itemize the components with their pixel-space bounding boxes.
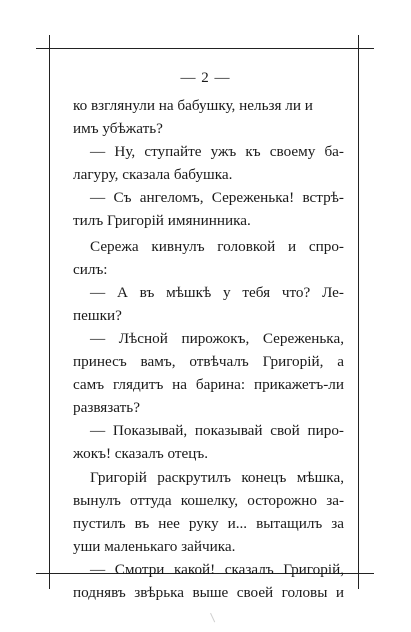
text-line: Сережа кивнулъ головкой и спро-: [90, 237, 344, 255]
text-line: тилъ Григорій имянинника.: [73, 212, 251, 230]
text-line: уши маленькаго зайчика.: [73, 537, 236, 555]
text-line: ко взглянули на бабушку, нельзя ли и: [73, 97, 313, 114]
corner-tick-bottom-left-v: [49, 573, 50, 589]
text-line: Григорій раскрутилъ конецъ мѣшка,: [90, 468, 344, 486]
text-line: силъ:: [73, 260, 108, 278]
text-line: развязать?: [73, 399, 140, 417]
text-line: принесъ вамъ, отвѣчалъ Григорій, а: [73, 353, 344, 371]
page-number: — 2 —: [180, 70, 231, 86]
body-text: [73, 94, 344, 604]
text-line: — Ну, ступайте ужъ къ своему ба-: [90, 143, 344, 161]
text-line: — Показывай, показывай свой пиро-: [90, 422, 344, 440]
text-line: — Съ ангеломъ, Сереженька! встрѣ-: [90, 189, 344, 207]
text-line: пешки?: [73, 306, 122, 324]
scan-speck: [210, 612, 218, 623]
text-line: вынулъ оттуда кошелку, осторожно за-: [73, 491, 344, 509]
corner-tick-top-left-v: [49, 35, 50, 51]
text-line: самъ глядитъ на барина: прикажетъ-ли: [73, 376, 344, 394]
corner-tick-top-right-v: [358, 35, 359, 51]
corner-tick-bottom-right-v: [358, 573, 359, 589]
text-line: — Лѣсной пирожокъ, Сереженька,: [90, 329, 344, 347]
text-line: лагуру, сказала бабушка.: [73, 166, 233, 184]
text-line: поднявъ звѣрька выше своей головы и: [73, 583, 344, 601]
corner-tick-bottom-right-h: [358, 573, 374, 574]
corner-tick-top-right-h: [358, 48, 374, 49]
text-line: имъ убѣжать?: [73, 120, 163, 138]
text-line: — А въ мѣшкѣ у тебя что? Ле-: [90, 283, 344, 301]
text-line: жокъ! сказалъ отецъ.: [73, 445, 209, 463]
text-line: — Смотри какой! сказалъ Григорій,: [90, 560, 344, 578]
text-line: пустилъ въ нее руку и... вытащилъ за: [73, 514, 344, 532]
